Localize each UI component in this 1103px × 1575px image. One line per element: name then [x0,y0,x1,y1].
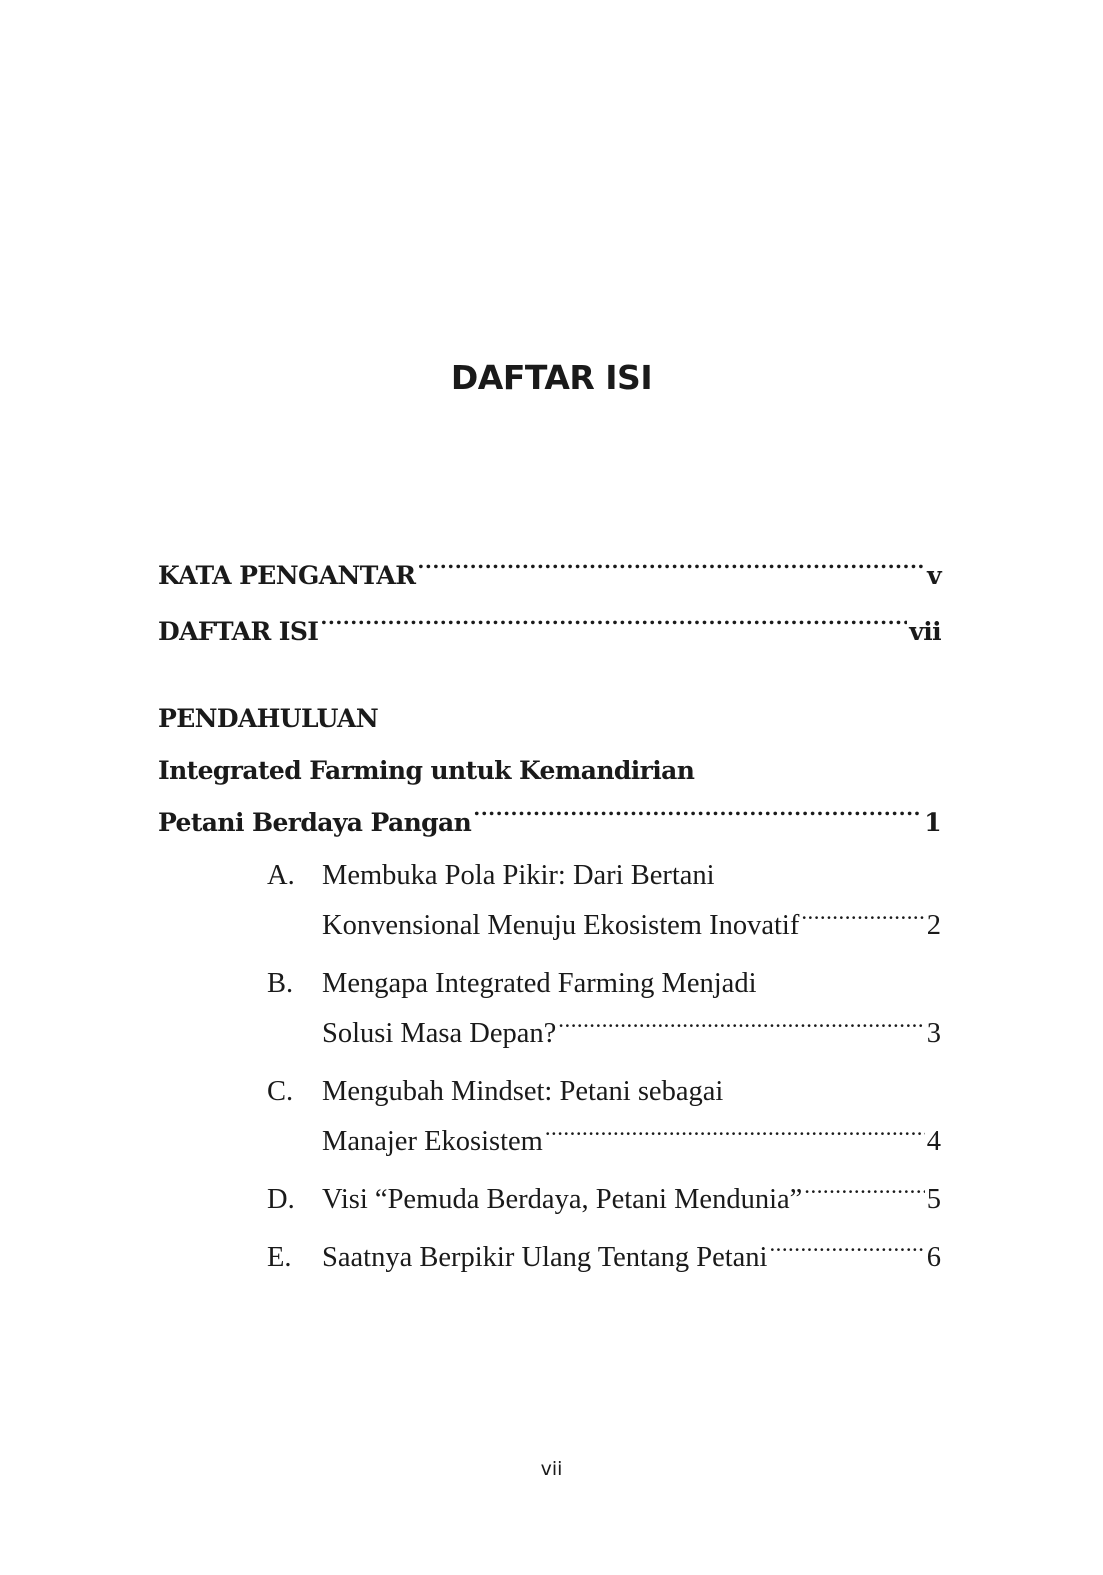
section-letter: E. [267,1242,292,1273]
section-title-line-1: Mengapa Integrated Farming Menjadi [322,968,757,999]
section-letter: D. [267,1184,295,1215]
chapter-label [158,693,941,745]
chapter-page: 1 [924,808,941,837]
chapter-label-text: PENDAHULUAN [158,704,379,733]
dot-leader [804,1180,924,1209]
dot-leader [320,615,907,640]
toc-section-e[interactable] [267,1233,941,1283]
section-page: 3 [926,1018,941,1049]
section-title: Visi “Pemuda Berdaya, Petani Mendunia” [322,1184,803,1215]
toc-entry-label: KATA PENGANTAR [158,561,416,590]
dot-leader [545,1122,925,1151]
toc-entry-kata-pengantar[interactable] [158,550,941,602]
section-title-line-1: Mengubah Mindset: Petani sebagai [322,1076,724,1107]
section-title-line-1: Membuka Pola Pikir: Dari Bertani [322,860,715,891]
section-page: 4 [926,1126,941,1157]
dot-leader [417,559,925,584]
toc-section-c[interactable] [267,1067,941,1167]
section-title-line-2: Konvensional Menuju Ekosistem Inovatif [322,910,800,941]
page-title: DAFTAR ISI [450,358,653,398]
dot-leader [473,806,922,831]
chapter-title-line-2 [158,797,941,849]
toc-section-a[interactable] [267,851,941,951]
toc-front-matter [158,550,941,658]
section-page: 6 [926,1242,941,1273]
toc-entry-label: DAFTAR ISI [158,617,319,646]
section-letter: A. [267,860,295,891]
toc-sections [267,851,941,1291]
toc-chapter[interactable] [158,693,941,849]
section-title: Saatnya Berpikir Ulang Tentang Petani [322,1242,768,1273]
section-letter: B. [267,968,294,999]
section-title-line-2: Manajer Ekosistem [322,1126,543,1157]
toc-entry-page: vii [909,617,941,646]
toc-entry-daftar-isi[interactable] [158,606,941,658]
section-letter: C. [267,1076,294,1107]
section-page: 5 [926,1184,941,1215]
toc-entry-page: v [927,561,941,590]
chapter-title-text-2: Petani Berdaya Pangan [158,808,472,837]
chapter-title-line-1 [158,745,941,797]
dot-leader [558,1014,924,1043]
toc-section-b[interactable] [267,959,941,1059]
section-title-line-2: Solusi Masa Depan? [322,1018,557,1049]
chapter-title-text-1: Integrated Farming untuk Kemandirian [158,756,695,785]
dot-leader [801,906,924,935]
dot-leader [769,1238,924,1267]
footer-page-number: vii [540,1458,563,1480]
section-page: 2 [926,910,941,941]
toc-section-d[interactable] [267,1175,941,1225]
